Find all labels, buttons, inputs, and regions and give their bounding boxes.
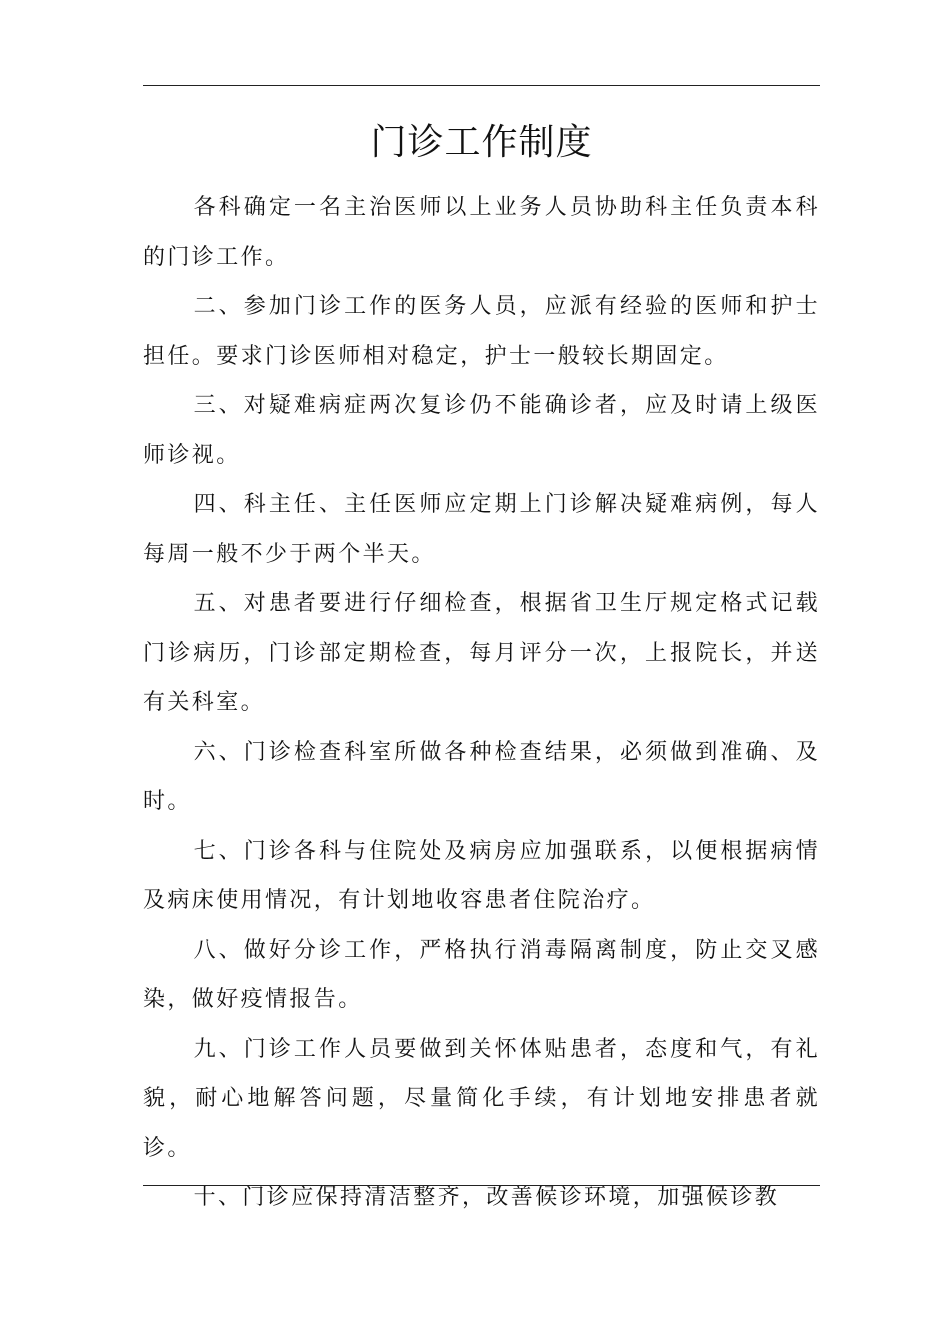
footer-rule — [143, 1185, 820, 1186]
paragraph-item-5: 五、对患者要进行仔细检查，根据省卫生厅规定格式记载门诊病历，门诊部定期检查，每月评分一次，上报院长，并送有关科室。 — [143, 591, 820, 715]
paragraph-item-7: 七、门诊各科与住院处及病房应加强联系，以便根据病情及病床使用情况，有计划地收容患者住院治疗。 — [143, 838, 820, 913]
header-rule — [143, 85, 820, 86]
paragraph-item-3: 三、对疑难病症两次复诊仍不能确诊者，应及时请上级医师诊视。 — [143, 393, 820, 468]
paragraph-intro: 各科确定一名主治医师以上业务人员协助科主任负责本科的门诊工作。 — [143, 195, 820, 270]
paragraph-item-9: 九、门诊工作人员要做到关怀体贴患者，态度和气，有礼貌，耐心地解答问题，尽量简化手续，有计划地安排患者就诊。 — [143, 1036, 820, 1161]
paragraph-item-2: 二、参加门诊工作的医务人员，应派有经验的医师和护士担任。要求门诊医师相对稳定，护士一般较长期固定。 — [143, 294, 820, 369]
paragraph-item-10: 十、门诊应保持清洁整齐，改善候诊环境，加强候诊教 — [193, 1185, 780, 1210]
paragraph-item-8: 八、做好分诊工作，严格执行消毒隔离制度，防止交叉感染，做好疫情报告。 — [143, 937, 820, 1012]
paragraph-item-6: 六、门诊检查科室所做各种检查结果，必须做到准确、及时。 — [143, 739, 820, 814]
paragraph-item-4: 四、科主任、主任医师应定期上门诊解决疑难病例，每人每周一般不少于两个半天。 — [143, 492, 820, 567]
document-body — [143, 183, 820, 1223]
document-title: 门诊工作制度 — [370, 122, 593, 163]
